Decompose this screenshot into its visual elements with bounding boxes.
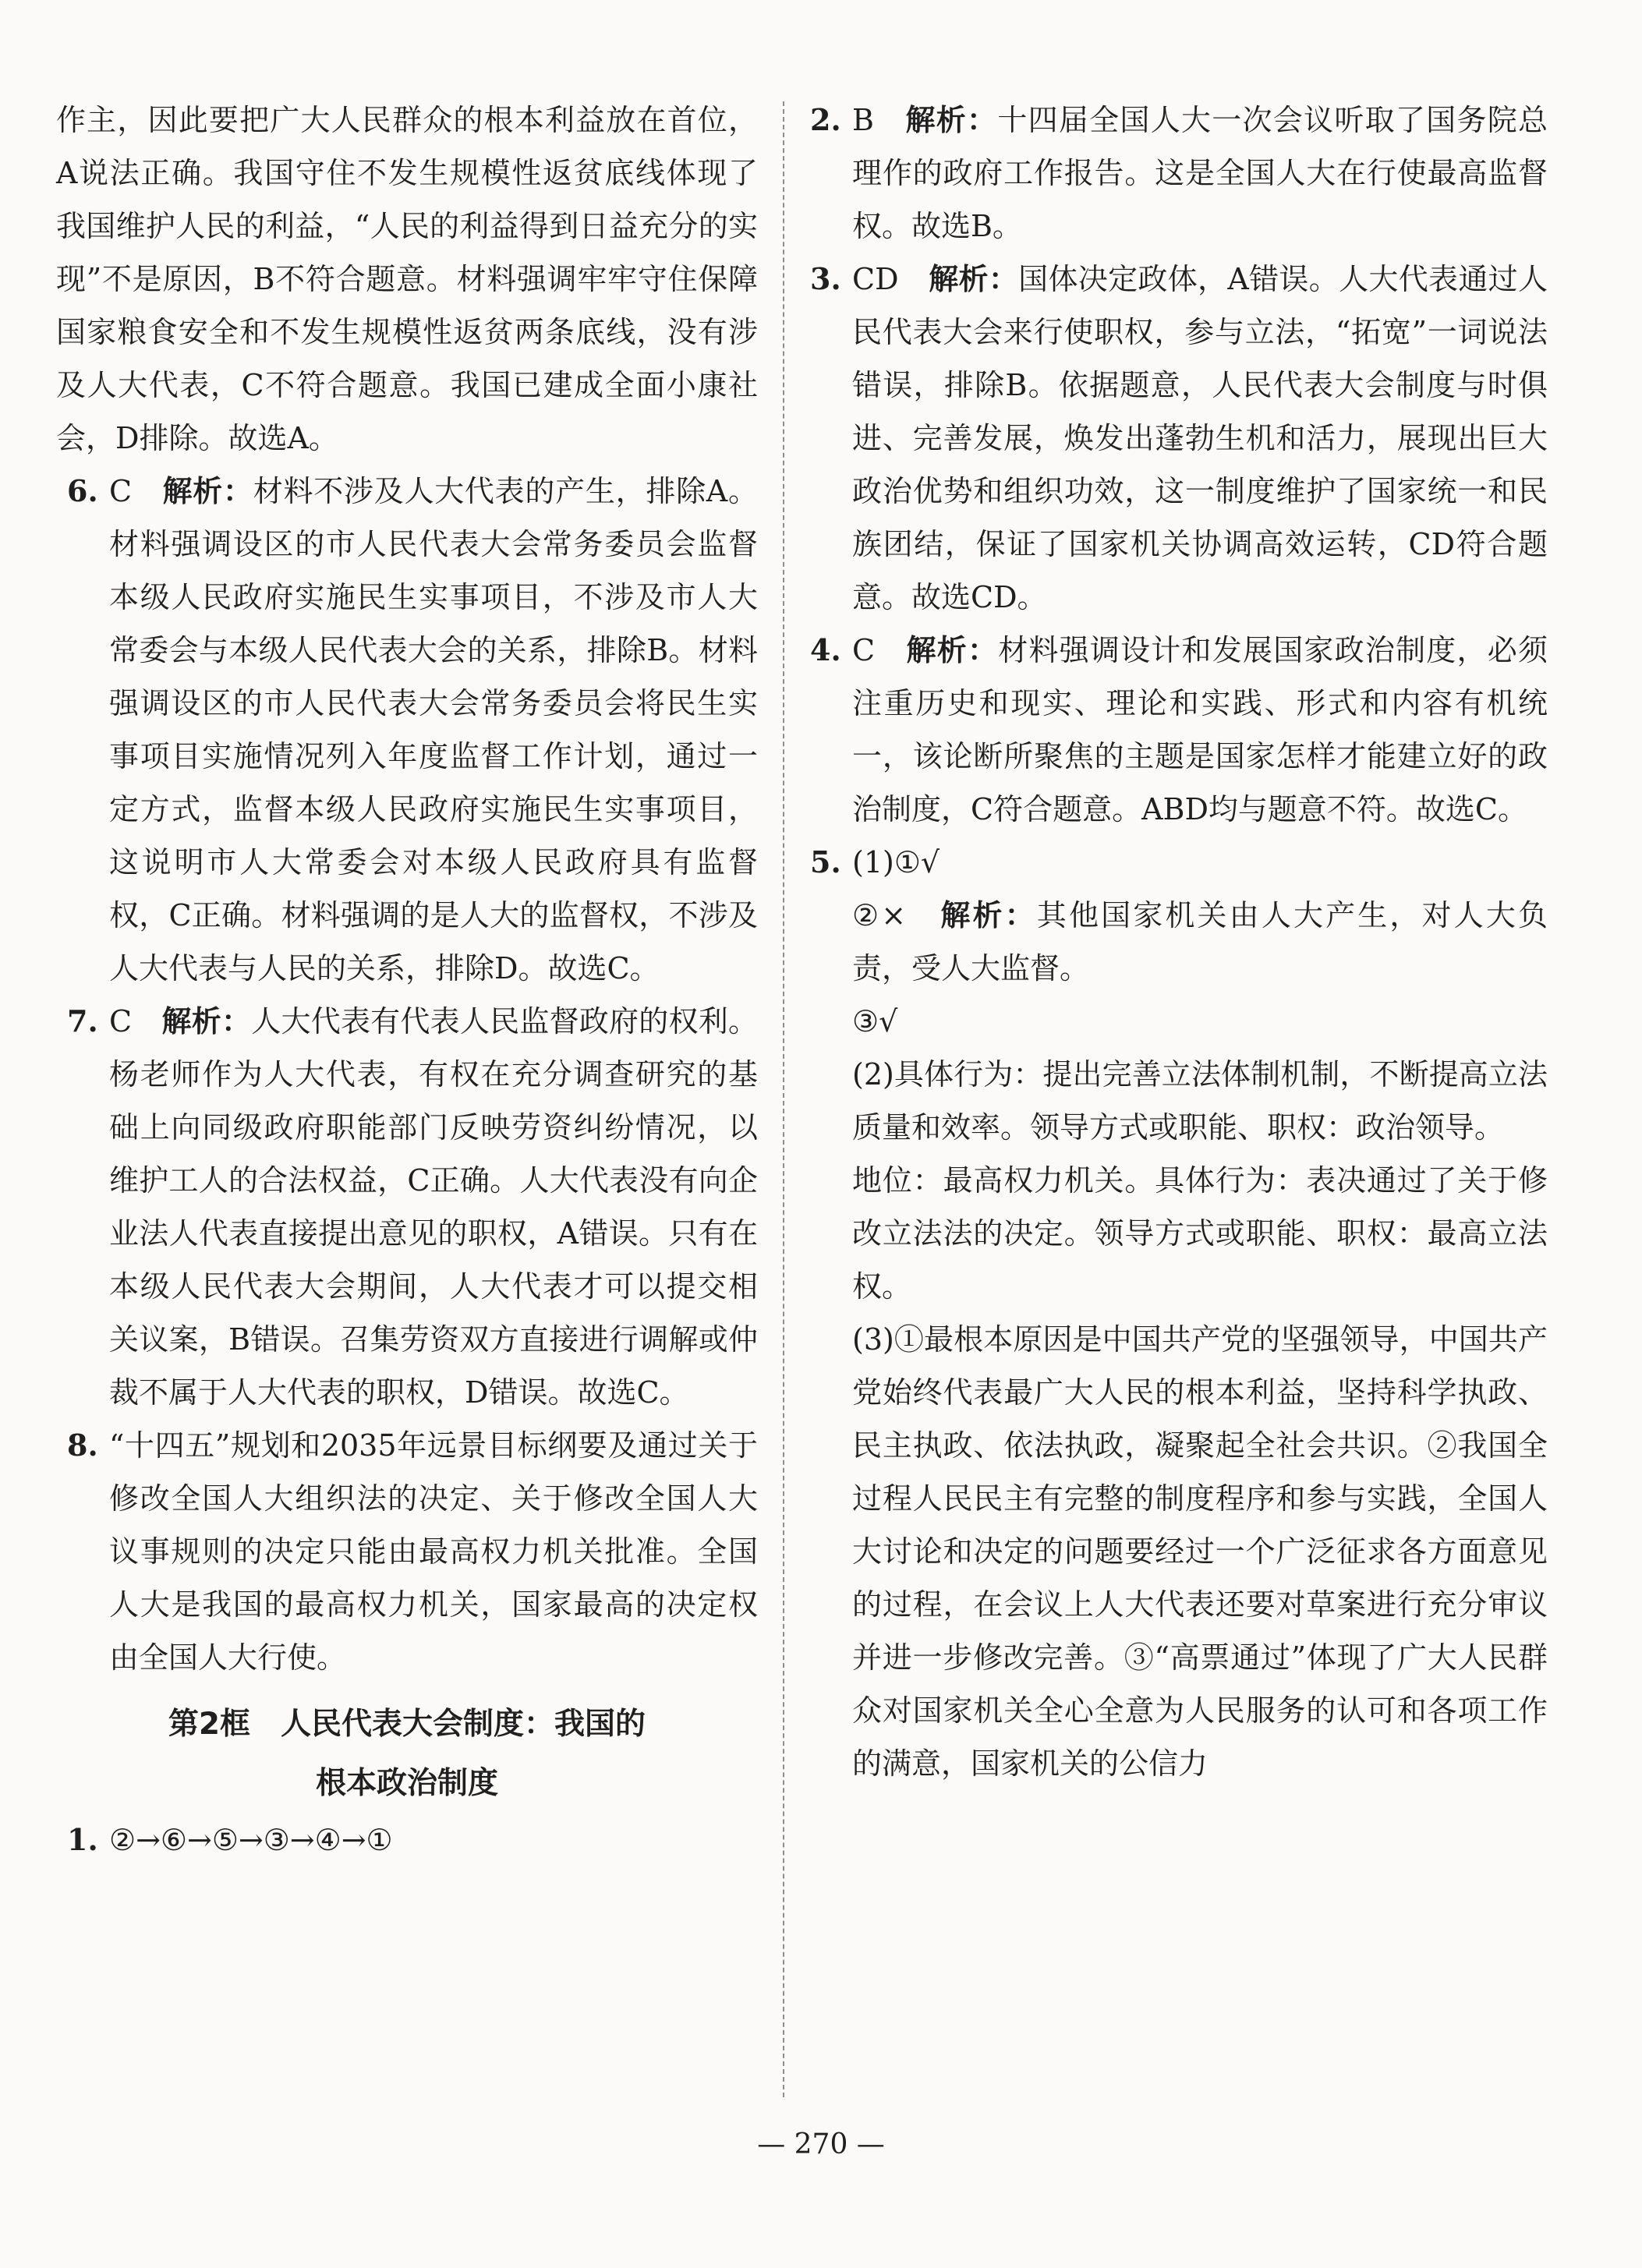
question-7-number: 7.: [67, 1003, 98, 1038]
question-8-text: “十四五”规划和2035年远景目标纲要及通过关于修改全国人大组织法的决定、关于修改全国人大议事规则的决定只能由最高权力机关批准。全国人大是我国的最高权力机关，国家最高的决定权由全国人大行使。: [109, 1428, 758, 1675]
question-3-number: 3.: [810, 261, 841, 296]
question-1-text: ②→⑥→⑤→③→④→①: [109, 1823, 393, 1857]
q5-continuation-text: 作主，因此要把广大人民群众的根本利益放在首位，A说法正确。我国守住不发生规模性返贫底线体现了我国维护人民的利益，“人民的利益得到日益充分的实现”不是原因，B不符合题意。材料强调牢牢守住保障国家粮食安全和不发生规模性返贫两条底线，没有涉及人大代表，C不符合题意。我国已建成全面小康社会，D排除。故选A。: [56, 103, 758, 455]
question-2-answer: B: [852, 103, 874, 137]
question-5-part2-a: (2)具体行为：提出完善立法体制机制，不断提高立法质量和效率。领导方式或职能、职权：政治领导。: [852, 1057, 1548, 1145]
question-5-part3: (3)①最根本原因是中国共产党的坚强领导，中国共产党始终代表最广大人民的根本利益，坚持科学执政、民主执政、依法执政，凝聚起全社会共识。②我国全过程人民民主有完整的制度程序和参与实践，全国人大讨论和决定的问题要经过一个广泛征求各方面意见的过程，在会议上人大代表还要对草案进行充分审议并进一步修改完善。③“高票通过”体现了广大人民群众对国家机关全心全意为人民服务的认可和各项工作的满意，国家机关的公信力: [852, 1322, 1548, 1781]
question-7: [56, 995, 758, 1419]
question-8: [56, 1419, 758, 1684]
question-3-analysis-label: 解析：: [929, 262, 1019, 296]
right-column: [799, 94, 1548, 1790]
page-number: — 270 —: [757, 2128, 885, 2160]
question-4-answer: C: [852, 633, 876, 667]
question-5-part1-a: (1)①√: [852, 845, 940, 879]
question-6-number: 6.: [67, 473, 98, 508]
section-heading-line1: 第2框 人民代表大会制度：我国的: [168, 1707, 646, 1742]
question-7-analysis-label: 解析：: [161, 1004, 252, 1038]
column-divider: [783, 101, 784, 2097]
left-column: [56, 94, 758, 1866]
question-4-analysis-label: 解析：: [906, 633, 999, 667]
question-7-analysis-text: 人大代表有代表人民监督政府的权利。杨老师作为人大代表，有权在充分调查研究的基础上向同级政府职能部门反映劳资纠纷情况，以维护工人的合法权益，C正确。人大代表没有向企业法人代表直接提出意见的职权，A错误。只有在本级人民代表大会期间，人大代表才可以提交相关议案，B错误。召集劳资双方直接进行调解或仲裁不属于人大代表的职权，D错误。故选C。: [109, 1004, 758, 1410]
question-5-part1-b: [799, 889, 1548, 995]
question-5-part2-b: 地位：最高权力机关。具体行为：表决通过了关于修改立法法的决定。领导方式或职能、职权：最高立法权。: [852, 1163, 1548, 1304]
question-2-analysis-label: 解析：: [905, 103, 998, 137]
question-5-analysis-label: 解析：: [940, 898, 1037, 932]
question-5-part1-c: ③√: [852, 1004, 898, 1038]
question-5-part1-b-mark: ②×: [852, 898, 907, 932]
question-6-analysis-text: 材料不涉及人大代表的产生，排除A。材料强调设区的市人民代表大会常务委员会监督本级人民政府实施民生实事项目，不涉及市人大常委会与本级人民代表大会的关系，排除B。材料强调设区的市人民代表大会常务委员会将民生实事项目实施情况列入年度监督工作计划，通过一定方式，监督本级人民政府实施民生实事项目，这说明市人大常委会对本级人民政府具有监督权，C正确。材料强调的是人大的监督权，不涉及人大代表与人民的关系，排除D。故选C。: [109, 474, 758, 985]
question-3-analysis-text: 国体决定政体，A错误。人大代表通过人民代表大会来行使职权，参与立法，“拓宽”一词说法错误，排除B。依据题意，人民代表大会制度与时俱进、完善发展，焕发出蓬勃生机和活力，展现出巨大政治优势和组织功效，这一制度维护了国家统一和民族团结，保证了国家机关协调高效运转，CD符合题意。故选CD。: [852, 262, 1548, 614]
question-5: [799, 836, 1548, 889]
question-1-number: 1.: [67, 1822, 98, 1857]
question-6-analysis-label: 解析：: [162, 474, 253, 508]
question-2-analysis-text: 十四届全国人大一次会议听取了国务院总理作的政府工作报告。这是全国人大在行使最高监督权。故选B。: [852, 103, 1548, 243]
question-8-number: 8.: [67, 1428, 98, 1463]
question-3: [799, 253, 1548, 624]
question-4-number: 4.: [810, 632, 841, 667]
question-6: [56, 465, 758, 995]
question-6-answer: C: [109, 474, 133, 508]
question-4: [799, 624, 1548, 836]
question-3-answer: CD: [852, 262, 899, 296]
question-5-part1-b-text: 其他国家机关由人大产生，对人大负责，受人大监督。: [852, 898, 1548, 985]
question-7-answer: C: [109, 1004, 133, 1038]
question-2: [799, 94, 1548, 253]
question-5-number: 5.: [810, 844, 841, 879]
question-1: [56, 1813, 758, 1866]
section-heading-line2: 根本政治制度: [315, 1766, 498, 1801]
question-4-analysis-text: 材料强调设计和发展国家政治制度，必须注重历史和现实、理论和实践、形式和内容有机统一，该论断所聚焦的主题是国家怎样才能建立好的政治制度，C符合题意。ABD均与题意不符。故选C。: [852, 633, 1548, 826]
question-2-number: 2.: [810, 102, 841, 137]
